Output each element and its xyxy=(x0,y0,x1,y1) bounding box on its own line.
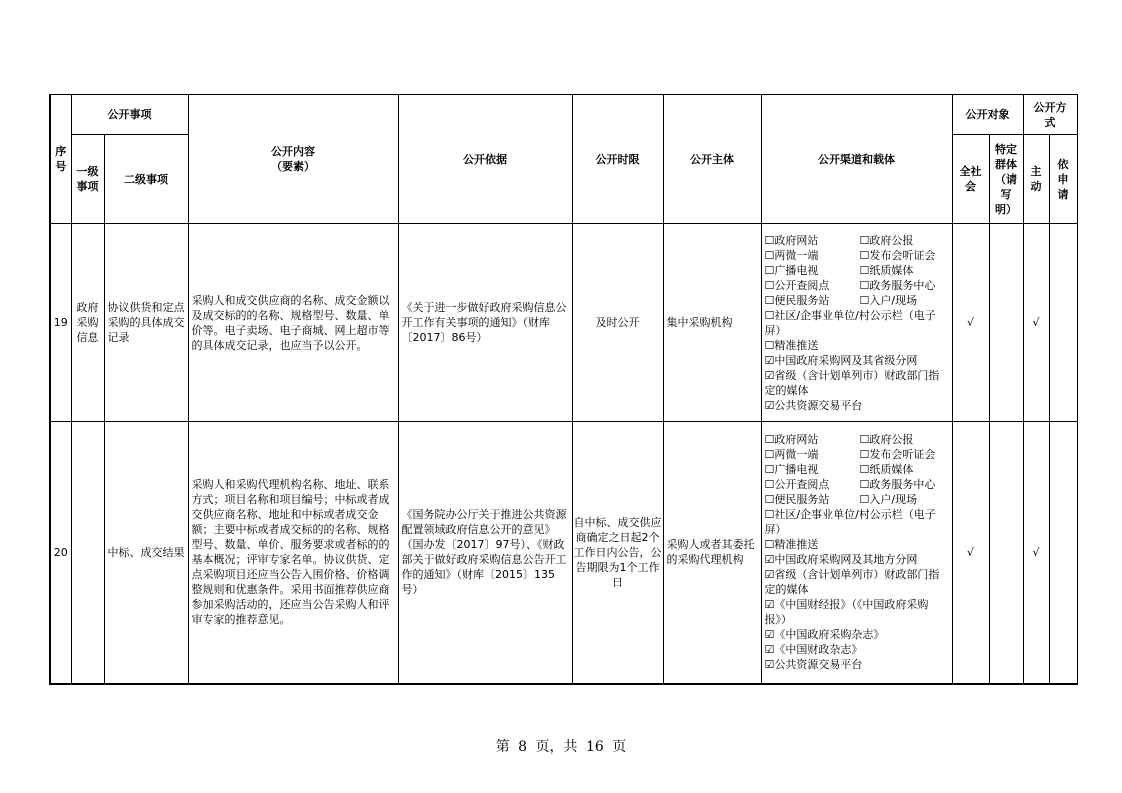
row-time-limit-text: 及时公开 xyxy=(595,316,640,329)
row-channels xyxy=(761,224,952,422)
channel-checkbox: ☐精准推送 xyxy=(764,538,819,552)
row-time-limit xyxy=(572,422,663,684)
header-seq xyxy=(50,95,71,224)
channel-checkbox: ☑省级（含计划单列市）财政部门指定的媒体 xyxy=(764,368,940,397)
channel-checkbox: ☐两微一端 xyxy=(764,448,819,462)
header-target-all xyxy=(952,135,989,224)
check-mark: √ xyxy=(1032,545,1040,559)
header-content xyxy=(188,95,398,224)
row-content xyxy=(188,422,398,684)
channel-checkbox: ☐政府公报 xyxy=(859,233,914,247)
table-row xyxy=(50,224,1077,422)
header-target-specific-label: 特定群体（请写明） xyxy=(995,142,1017,216)
channel-checkbox: ☐社区/企事业单位/村公示栏（电子屏） xyxy=(764,508,936,537)
row-level1 xyxy=(71,224,104,422)
channel-checkbox: ☐发布会听证会 xyxy=(859,448,936,462)
check-mark: √ xyxy=(966,316,974,329)
header-basis-label: 公开依据 xyxy=(463,152,507,166)
row-basis-text: 《国务院办公厅关于推进公共资源配置领域政府信息公开的意见》（国办发〔2017〕97号）、《财政部关于做好政府采购信息公告开工作的通知》（财库〔2015〕135号） xyxy=(401,508,567,597)
page-suffix: 页 xyxy=(612,739,627,755)
row-number xyxy=(50,224,71,422)
channel-checkbox: ☐公开查阅点 xyxy=(764,278,830,292)
header-method-label: 公开方式 xyxy=(1033,100,1067,129)
channel-checkbox: ☐广播电视 xyxy=(764,263,819,277)
row-method-request xyxy=(1049,224,1077,422)
channel-checkbox: ☐政府网站 xyxy=(764,233,819,247)
row-level1-text: 政府采购信息 xyxy=(76,301,99,344)
header-basis xyxy=(398,95,572,224)
header-method-active xyxy=(1023,135,1049,224)
row-channels xyxy=(761,422,952,684)
header-channels-label: 公开渠道和载体 xyxy=(818,152,895,166)
header-level1 xyxy=(71,135,104,224)
check-mark: √ xyxy=(966,545,974,559)
channel-checkbox: ☑《中国政府采购杂志》 xyxy=(764,628,885,642)
channel-checkbox: ☑中国政府采购网及其地方分网 xyxy=(764,553,918,567)
check-mark: √ xyxy=(1032,316,1040,329)
row-level2 xyxy=(104,422,188,684)
channel-checkbox: ☐政府网站 xyxy=(764,433,819,447)
header-level2-label: 二级事项 xyxy=(124,172,168,186)
row-level2 xyxy=(104,224,188,422)
row-basis-text: 《关于进一步做好政府采购信息公开工作有关事项的通知》（财库〔2017〕86号） xyxy=(401,301,567,344)
header-time-limit xyxy=(572,95,663,224)
channel-checkbox: ☐便民服务站 xyxy=(764,493,830,507)
row-target-all xyxy=(952,422,989,684)
row-number xyxy=(50,422,71,684)
channel-checkbox: ☑公共资源交易平台 xyxy=(764,658,863,672)
row-subject xyxy=(663,224,761,422)
page-prefix: 第 xyxy=(495,739,510,755)
page-total: 16 xyxy=(586,739,604,755)
header-matter-label: 公开事项 xyxy=(107,108,152,121)
row-level2-text: 协议供货和定点采购的具体成交记录 xyxy=(107,301,185,344)
channel-checkbox: ☐政务服务中心 xyxy=(859,278,936,292)
row-target-specific xyxy=(989,422,1023,684)
table-row xyxy=(50,422,1077,684)
row-subject-text: 集中采购机构 xyxy=(666,316,733,329)
row-method-request xyxy=(1049,422,1077,684)
header-subject xyxy=(663,95,761,224)
header-seq-label: 序号 xyxy=(55,145,67,173)
row-content-text: 采购人和成交供应商的名称、成交金额以及成交标的的名称、规格型号、数量、单价等。电子卖场、电子商城、网上超市等的具体成交记录，也应当予以公开。 xyxy=(191,293,390,352)
channel-checkbox: ☐入户/现场 xyxy=(859,293,918,307)
row-content xyxy=(188,224,398,422)
channel-checkbox: ☐广播电视 xyxy=(764,463,819,477)
page-number: 8 xyxy=(518,739,528,755)
header-target-specific xyxy=(989,135,1023,224)
channel-checkbox: ☐公开查阅点 xyxy=(764,478,830,492)
header-time-limit-label: 公开时限 xyxy=(595,152,640,166)
channel-checkbox: ☐政府公报 xyxy=(859,433,914,447)
row-basis xyxy=(398,224,572,422)
header-subject-label: 公开主体 xyxy=(690,152,734,166)
channel-checkbox: ☐入户/现场 xyxy=(859,493,918,507)
channel-checkbox: ☑省级（含计划单列市）财政部门指定的媒体 xyxy=(764,568,940,597)
channel-checkbox: ☑中国政府采购网及其省级分网 xyxy=(764,353,918,367)
row-target-all xyxy=(952,224,989,422)
row-time-limit-text: 自中标、成交供应商确定之日起2个工作日内公告，公告期限为1个工作日 xyxy=(573,515,662,589)
header-level2 xyxy=(104,135,188,224)
channel-checkbox: ☐两微一端 xyxy=(764,248,819,262)
channel-checkbox: ☐纸质媒体 xyxy=(859,263,914,277)
page-footer xyxy=(0,736,1122,756)
header-level1-label: 一级事项 xyxy=(76,165,99,193)
header-method-request-label: 依申请 xyxy=(1057,157,1069,201)
page-mid: 页，共 xyxy=(535,739,578,755)
channel-checkbox: ☐纸质媒体 xyxy=(859,463,914,477)
header-matter xyxy=(71,95,188,135)
channel-checkbox: ☐精准推送 xyxy=(764,338,819,352)
header-target-label: 公开对象 xyxy=(965,108,1010,121)
header-content-label: 公开内容（要素） xyxy=(271,145,315,173)
channel-checkbox: ☑《中国财经报》（《中国政府采购报》） xyxy=(764,598,929,627)
disclosure-table xyxy=(49,94,1078,685)
row-content-text: 采购人和采购代理机构名称、地址、联系方式；项目名称和项目编号；中标或者成交供应商名称、地址和中标或者成交金额；主要中标或者成交标的的名称、规格型号、数量、单价、服务要求或者标的的基本概况；评审专家名单。协议供货、定点采购项目还应当公告入围价格、价格调整规则和优惠条件。采用书面推荐供应商参加采购活动的，还应当公告采购人和评审专家的推荐意见。 xyxy=(191,478,390,627)
channel-checkbox: ☐社区/企事业单位/村公示栏（电子屏） xyxy=(764,308,936,337)
row-method-active xyxy=(1023,224,1049,422)
header-method-active-label: 主动 xyxy=(1030,165,1042,193)
channel-checkbox: ☐政务服务中心 xyxy=(859,478,936,492)
header-method-request xyxy=(1049,135,1077,224)
row-method-active xyxy=(1023,422,1049,684)
row-subject-text: 采购人或者其委托的采购代理机构 xyxy=(666,538,755,567)
row-level2-text: 中标、成交结果 xyxy=(107,545,185,559)
header-channels xyxy=(761,95,952,224)
header-target xyxy=(952,95,1023,135)
row-number-text: 19 xyxy=(53,316,68,329)
channel-checkbox: ☑《中国财政杂志》 xyxy=(764,643,863,657)
row-subject xyxy=(663,422,761,684)
row-number-text: 20 xyxy=(53,545,68,559)
channel-checkbox: ☑公共资源交易平台 xyxy=(764,398,863,412)
channel-checkbox: ☐便民服务站 xyxy=(764,293,830,307)
row-level1 xyxy=(71,422,104,684)
row-time-limit xyxy=(572,224,663,422)
header-target-all-label: 全社会 xyxy=(959,165,982,193)
row-target-specific xyxy=(989,224,1023,422)
header-method xyxy=(1023,95,1077,135)
row-basis xyxy=(398,422,572,684)
channel-checkbox: ☐发布会听证会 xyxy=(859,248,936,262)
